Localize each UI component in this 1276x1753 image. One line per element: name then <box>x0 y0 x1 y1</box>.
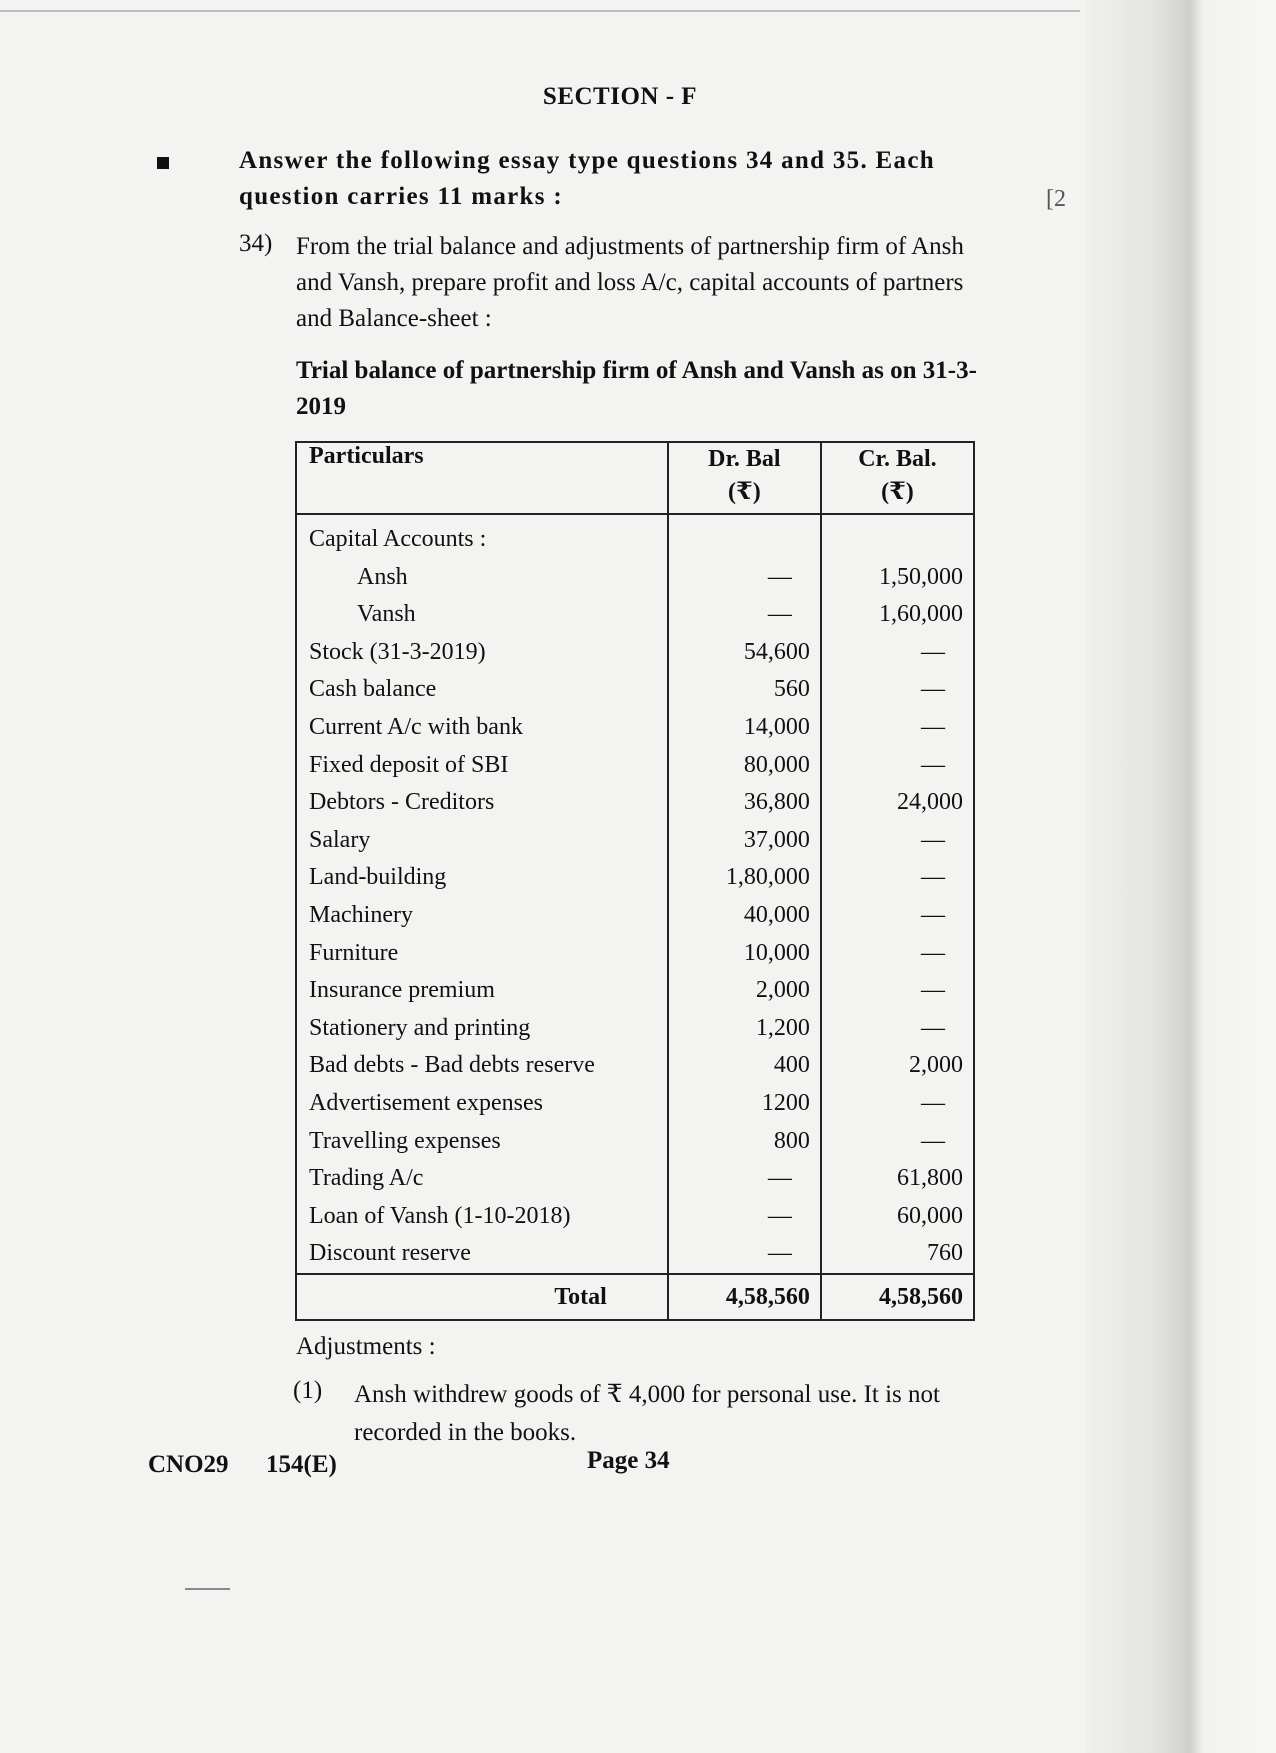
row-particular: Insurance premium <box>309 977 495 1004</box>
row-cr-balance: — <box>821 972 974 1010</box>
row-particular: Land-building <box>309 864 447 891</box>
table-total-row <box>296 1274 974 1320</box>
total-label: Total <box>296 1274 668 1320</box>
row-particular: Current A/c with bank <box>309 713 523 740</box>
header-particulars: Particulars <box>296 442 668 514</box>
table-row <box>296 1010 974 1048</box>
table-row <box>296 1235 974 1274</box>
row-particular: Loan of Vansh (1-10-2018) <box>309 1202 571 1229</box>
row-dr-balance: 1,200 <box>668 1010 821 1048</box>
row-cr-balance: 760 <box>821 1235 974 1274</box>
table-header-row <box>296 442 974 514</box>
top-rule <box>0 10 1080 12</box>
table-body <box>296 514 974 1274</box>
row-cr-balance: — <box>821 634 974 672</box>
row-particular: Stationery and printing <box>309 1014 531 1041</box>
table-row <box>296 935 974 973</box>
row-particular: Fixed deposit of SBI <box>309 751 509 778</box>
adjustment-text: Ansh withdrew goods of ₹ 4,000 for personal use. It is not recorded in the books. <box>354 1381 940 1446</box>
table-row <box>296 596 974 634</box>
row-dr-balance: 800 <box>668 1123 821 1161</box>
table-row <box>296 1123 974 1161</box>
footer-paper-code: 154(E) <box>266 1451 337 1478</box>
instruction-text: Answer the following essay type questions 34 and 35. Each question carries 11 marks : <box>239 147 935 210</box>
row-dr-balance: 10,000 <box>668 935 821 973</box>
row-cr-balance: — <box>821 822 974 860</box>
row-cr-balance: 1,50,000 <box>821 559 974 597</box>
total-cr: 4,58,560 <box>821 1274 974 1320</box>
row-cr-balance: — <box>821 1085 974 1123</box>
row-dr-balance: 80,000 <box>668 747 821 785</box>
footer-page-number: Page 34 <box>587 1447 670 1474</box>
row-particular: Machinery <box>309 901 413 928</box>
footer-code: CNO29 <box>148 1451 229 1478</box>
row-dr-balance: 14,000 <box>668 709 821 747</box>
header-cr-label: Cr. Bal. <box>858 446 937 472</box>
scan-mark <box>185 1588 230 1590</box>
row-dr-balance: 560 <box>668 671 821 709</box>
row-particular: Bad debts - Bad debts reserve <box>309 1052 595 1079</box>
table-row <box>296 1047 974 1085</box>
row-dr-balance: — <box>668 1160 821 1198</box>
square-bullet-icon <box>157 157 169 169</box>
header-dr-bal <box>668 442 821 514</box>
row-dr-balance: 400 <box>668 1047 821 1085</box>
table-row <box>296 784 974 822</box>
table-row <box>296 671 974 709</box>
row-particular: Stock (31-3-2019) <box>309 638 486 665</box>
row-dr-balance: — <box>668 596 821 634</box>
table-row <box>296 859 974 897</box>
header-dr-unit: (₹) <box>728 479 761 505</box>
question-number: 34) <box>239 230 273 257</box>
row-cr-balance: — <box>821 897 974 935</box>
row-dr-balance: — <box>668 559 821 597</box>
row-cr-balance: 60,000 <box>821 1198 974 1236</box>
row-particular: Furniture <box>309 939 399 966</box>
row-cr-balance: 61,800 <box>821 1160 974 1198</box>
row-particular: Advertisement expenses <box>309 1089 543 1116</box>
row-cr-balance: 2,000 <box>821 1047 974 1085</box>
row-cr-balance: — <box>821 1010 974 1048</box>
adjustment-number: (1) <box>293 1377 323 1404</box>
row-particular: Salary <box>309 826 371 853</box>
margin-mark: [2 <box>1046 186 1066 212</box>
header-dr-label: Dr. Bal <box>708 446 781 472</box>
row-cr-balance: — <box>821 671 974 709</box>
row-dr-balance: 40,000 <box>668 897 821 935</box>
row-dr-balance: — <box>668 1198 821 1236</box>
row-dr-balance: — <box>668 1235 821 1274</box>
table-row <box>296 897 974 935</box>
row-cr-balance: 24,000 <box>821 784 974 822</box>
header-cr-bal <box>821 442 974 514</box>
row-particular: Debtors - Creditors <box>309 789 495 816</box>
row-particular: Discount reserve <box>309 1240 471 1267</box>
question-text: From the trial balance and adjustments of partnership firm of Ansh and Vansh, prepare profit and loss A/c, capital accounts of partners and Balance-sheet : <box>296 233 964 332</box>
row-dr-balance: 37,000 <box>668 822 821 860</box>
row-cr-balance: — <box>821 747 974 785</box>
row-dr-balance <box>668 514 821 559</box>
table-row <box>296 514 974 559</box>
row-particular: Ansh <box>357 563 408 590</box>
table-row <box>296 1085 974 1123</box>
table-row <box>296 709 974 747</box>
row-cr-balance <box>821 514 974 559</box>
table-row <box>296 972 974 1010</box>
total-dr: 4,58,560 <box>668 1274 821 1320</box>
row-dr-balance: 1200 <box>668 1085 821 1123</box>
row-cr-balance: 1,60,000 <box>821 596 974 634</box>
row-particular: Vansh <box>357 601 416 628</box>
header-cr-unit: (₹) <box>881 479 914 505</box>
row-cr-balance: — <box>821 1123 974 1161</box>
row-cr-balance: — <box>821 935 974 973</box>
table-row <box>296 634 974 672</box>
row-dr-balance: 1,80,000 <box>668 859 821 897</box>
row-dr-balance: 2,000 <box>668 972 821 1010</box>
table-row <box>296 559 974 597</box>
row-cr-balance: — <box>821 859 974 897</box>
trial-balance-table <box>295 441 975 1321</box>
row-particular: Cash balance <box>309 676 437 703</box>
page-edge-shadow <box>1086 0 1276 1753</box>
row-particular: Travelling expenses <box>309 1127 501 1154</box>
row-cr-balance: — <box>821 709 974 747</box>
section-title: SECTION - F <box>542 83 698 110</box>
trial-balance-title: Trial balance of partnership firm of Ansh and Vansh as on 31-3-2019 <box>296 357 977 420</box>
row-particular: Capital Accounts : <box>309 526 487 552</box>
table-row <box>296 822 974 860</box>
table-row <box>296 1160 974 1198</box>
table-row <box>296 747 974 785</box>
table-row <box>296 1198 974 1236</box>
row-dr-balance: 54,600 <box>668 634 821 672</box>
row-dr-balance: 36,800 <box>668 784 821 822</box>
row-particular: Trading A/c <box>309 1165 424 1192</box>
adjustments-heading: Adjustments : <box>296 1333 436 1360</box>
